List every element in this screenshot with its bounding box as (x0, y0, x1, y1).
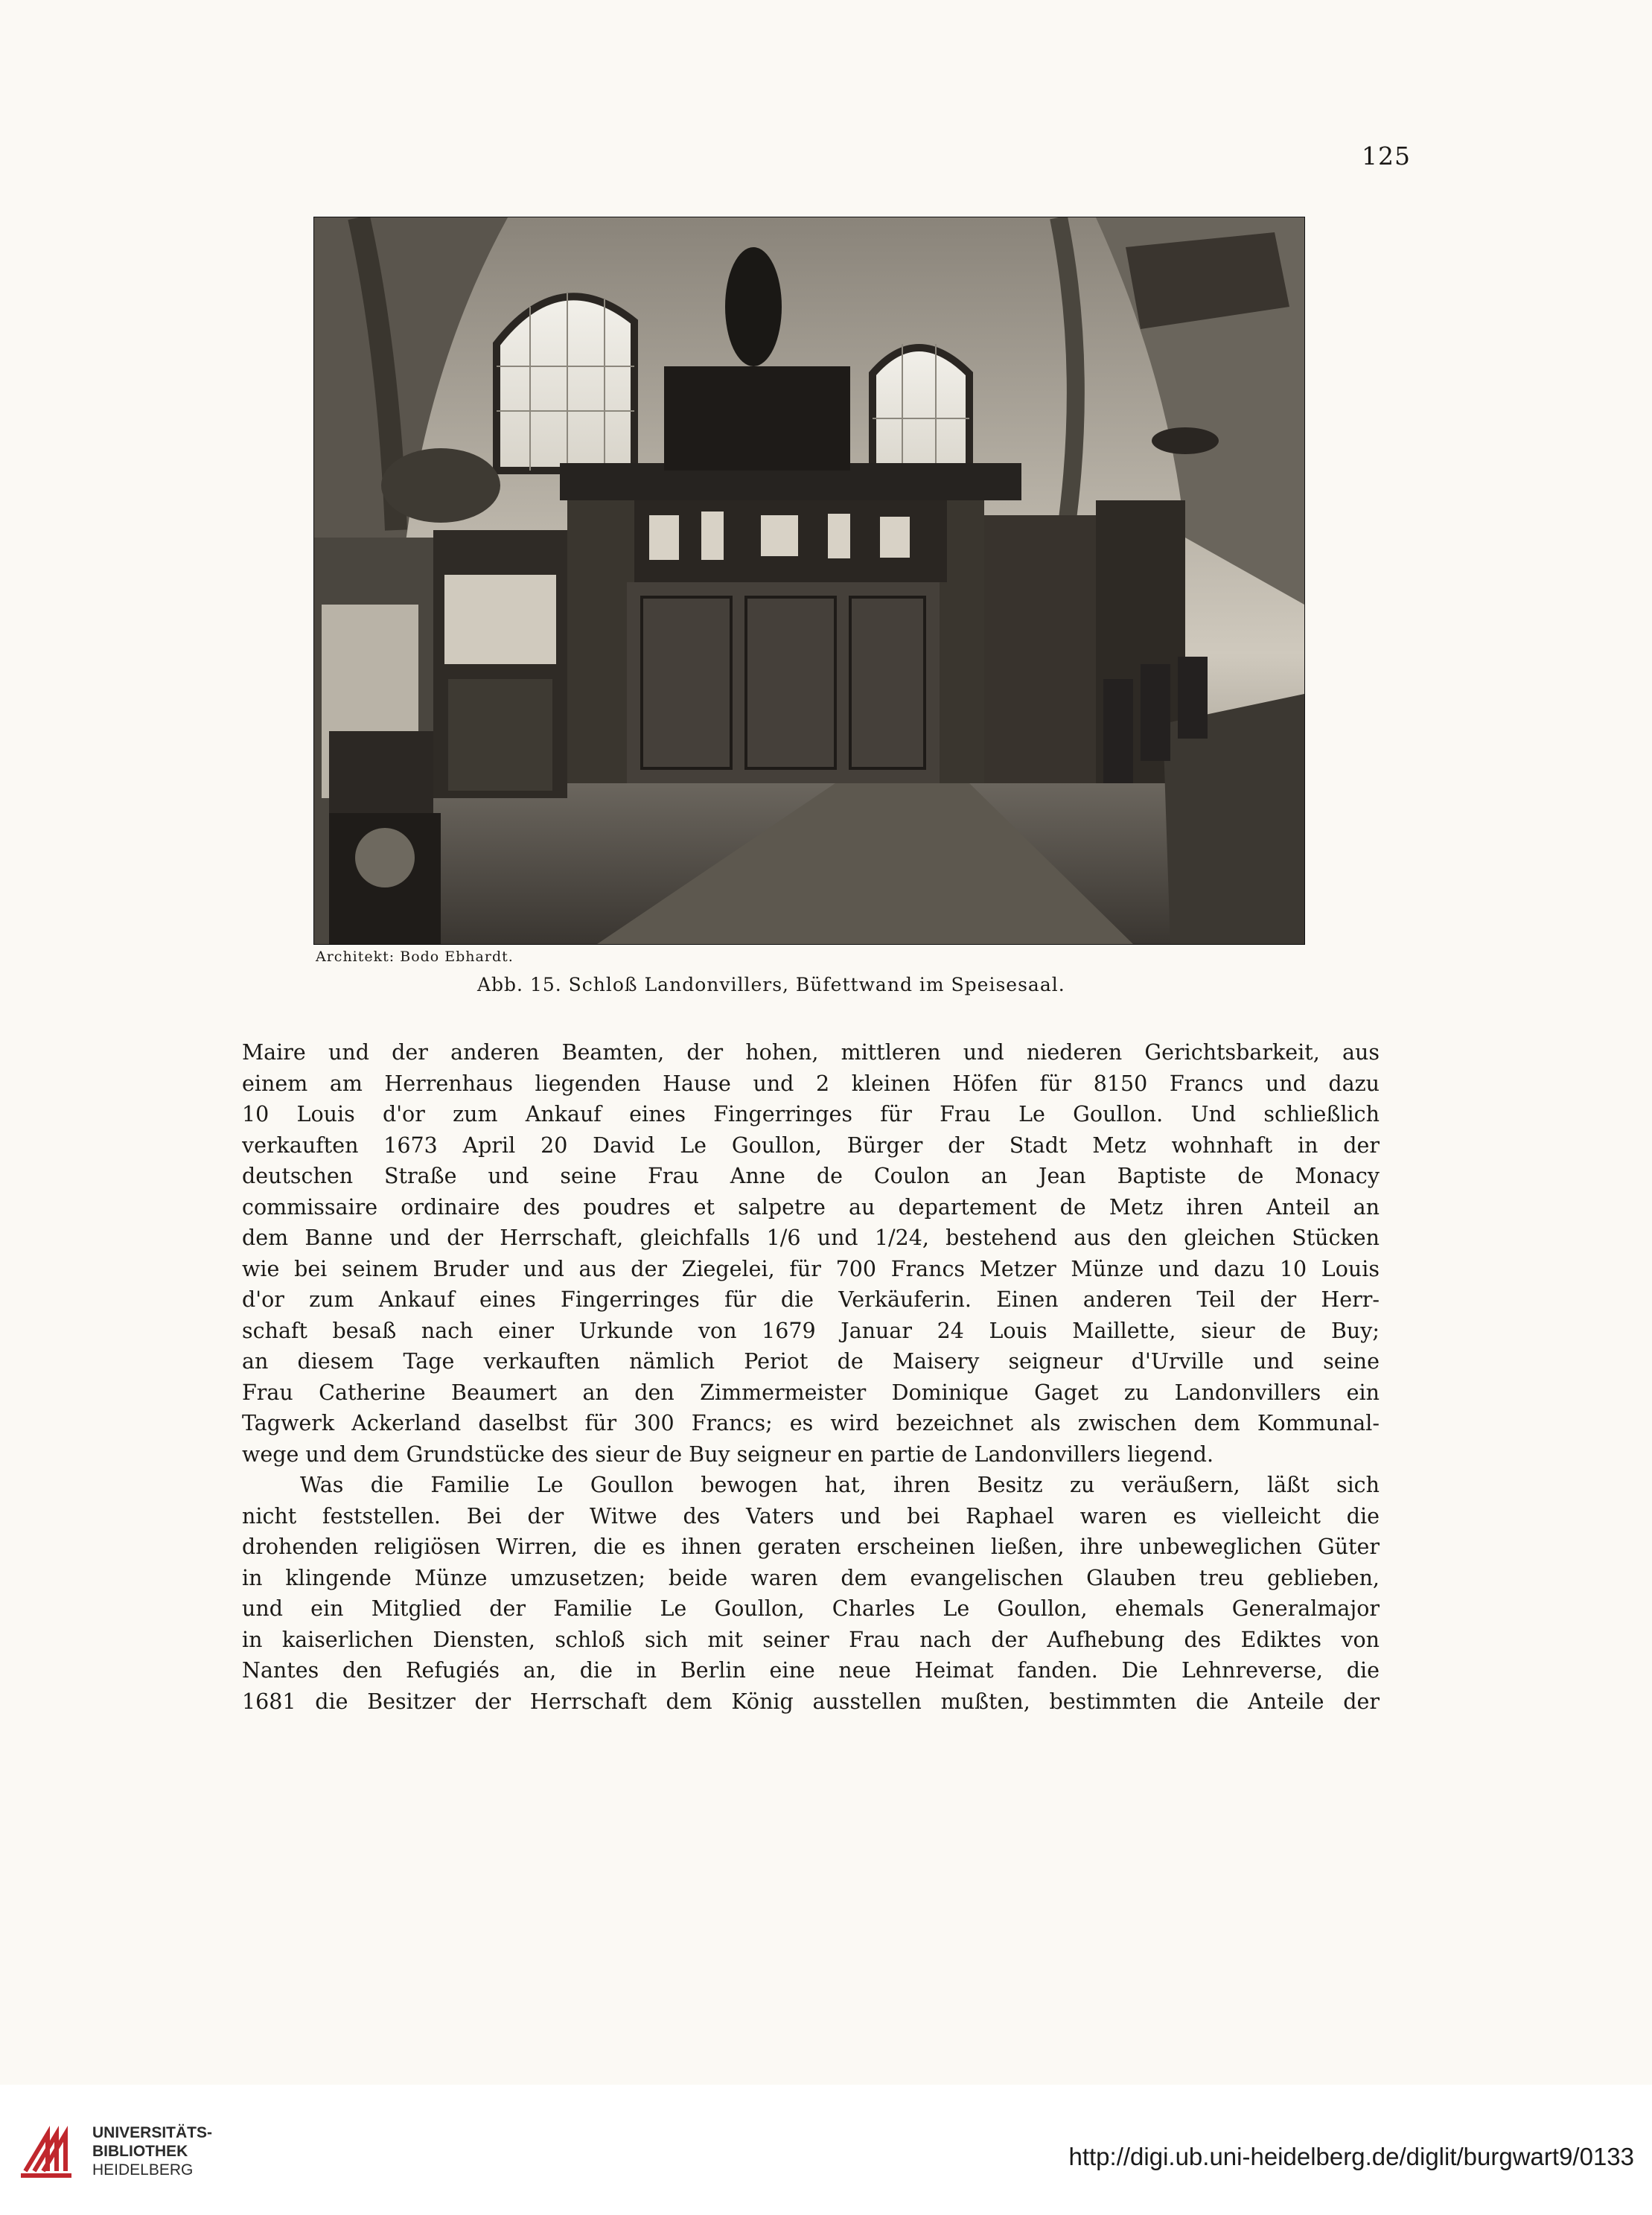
figure-caption: Abb. 15. Schloß Landonvillers, Büfettwand im Speisesaal. (477, 974, 1065, 995)
text-line: und ein Mitglied der Familie Le Goullon, Charles Le Goullon, ehemals Generalmajor (242, 1596, 1380, 1621)
text-line: dem Banne und der Herrschaft, gleichfalls 1/6 und 1/24, bestehend aus den gleichen Stücken (242, 1226, 1380, 1250)
library-name (92, 2123, 212, 2179)
text-line: wege und dem Grundstücke des sieur de Buy seigneur en partie de Landonvillers liegend. (242, 1441, 1214, 1467)
text-line: Tagwerk Ackerland daselbst für 300 Francs; es wird bezeichnet als zwischen dem Kommunal- (242, 1411, 1380, 1435)
library-line1: UNIVERSITÄTS- (92, 2124, 213, 2141)
text-line: in kaiserlichen Diensten, schloß sich mit seiner Frau nach der Aufhebung des Ediktes von (242, 1627, 1380, 1652)
text-line: 1681 die Besitzer der Herrschaft dem König ausstellen mußten, bestimmten die Anteile der (242, 1689, 1380, 1714)
library-line3: HEIDELBERG (92, 2161, 194, 2179)
library-line2: BIBLIOTHEK (92, 2143, 188, 2160)
body-text (242, 1037, 1380, 1717)
text-line: drohenden religiösen Wirren, die es ihnen geraten erscheinen ließen, ihre unbeweglichen Güter (242, 1534, 1380, 1559)
text-line: deutschen Straße und seine Frau Anne de Coulon an Jean Baptiste de Monacy (242, 1164, 1380, 1188)
text-line: Maire und der anderen Beamten, der hohen, mittleren und niederen Gerichtsbarkeit, aus (242, 1040, 1380, 1065)
text-line: d'or zum Ankauf eines Fingerringes für die Verkäuferin. Einen anderen Teil der Herr- (242, 1287, 1380, 1312)
text-line: einem am Herrenhaus liegenden Hause und 2 kleinen Höfen für 8150 Francs und dazu (242, 1071, 1380, 1096)
text-line: commissaire ordinaire des poudres et salpetre au departement de Metz ihren Anteil an (242, 1194, 1380, 1220)
photo-credit: Architekt: Bodo Ebhardt. (316, 949, 514, 965)
page-number: 125 (1362, 141, 1411, 170)
text-line: an diesem Tage verkauften nämlich Periot de Maisery seigneur d'Urville und seine (242, 1349, 1380, 1374)
text-line: nicht feststellen. Bei der Witwe des Vaters und bei Raphael waren es vielleicht die (242, 1503, 1380, 1529)
text-line: wie bei seinem Bruder und aus der Ziegelei, für 700 Francs Metzer Münze und dazu 10 Louis (242, 1256, 1380, 1281)
text-line: Was die Familie Le Goullon bewogen hat, ihren Besitz zu veräußern, läßt sich (300, 1473, 1380, 1497)
text-line: Nantes den Refugiés an, die in Berlin eine neue Heimat fanden. Die Lehnreverse, die (242, 1658, 1380, 1683)
text-line: in klingende Münze umzusetzen; beide waren dem evangelischen Glauben treu geblieben, (242, 1565, 1380, 1590)
library-logo-icon (18, 2119, 80, 2181)
figure-photo (313, 217, 1305, 945)
text-line: schaft besaß nach einer Urkunde von 1679 Januar 24 Louis Maillette, sieur de Buy; (242, 1318, 1380, 1343)
footer-bar (0, 2085, 1652, 2215)
text-line: verkauften 1673 April 20 David Le Goullon, Bürger der Stadt Metz wohnhaft in der (242, 1132, 1380, 1158)
source-url[interactable]: http://digi.ub.uni-heidelberg.de/diglit/burgwart9/0133 (1068, 2143, 1634, 2170)
text-line: Frau Catherine Beaumert an den Zimmermeister Dominique Gaget zu Landonvillers ein (242, 1380, 1380, 1405)
text-line: 10 Louis d'or zum Ankauf eines Fingerringes für Frau Le Goullon. Und schließlich (242, 1102, 1380, 1126)
